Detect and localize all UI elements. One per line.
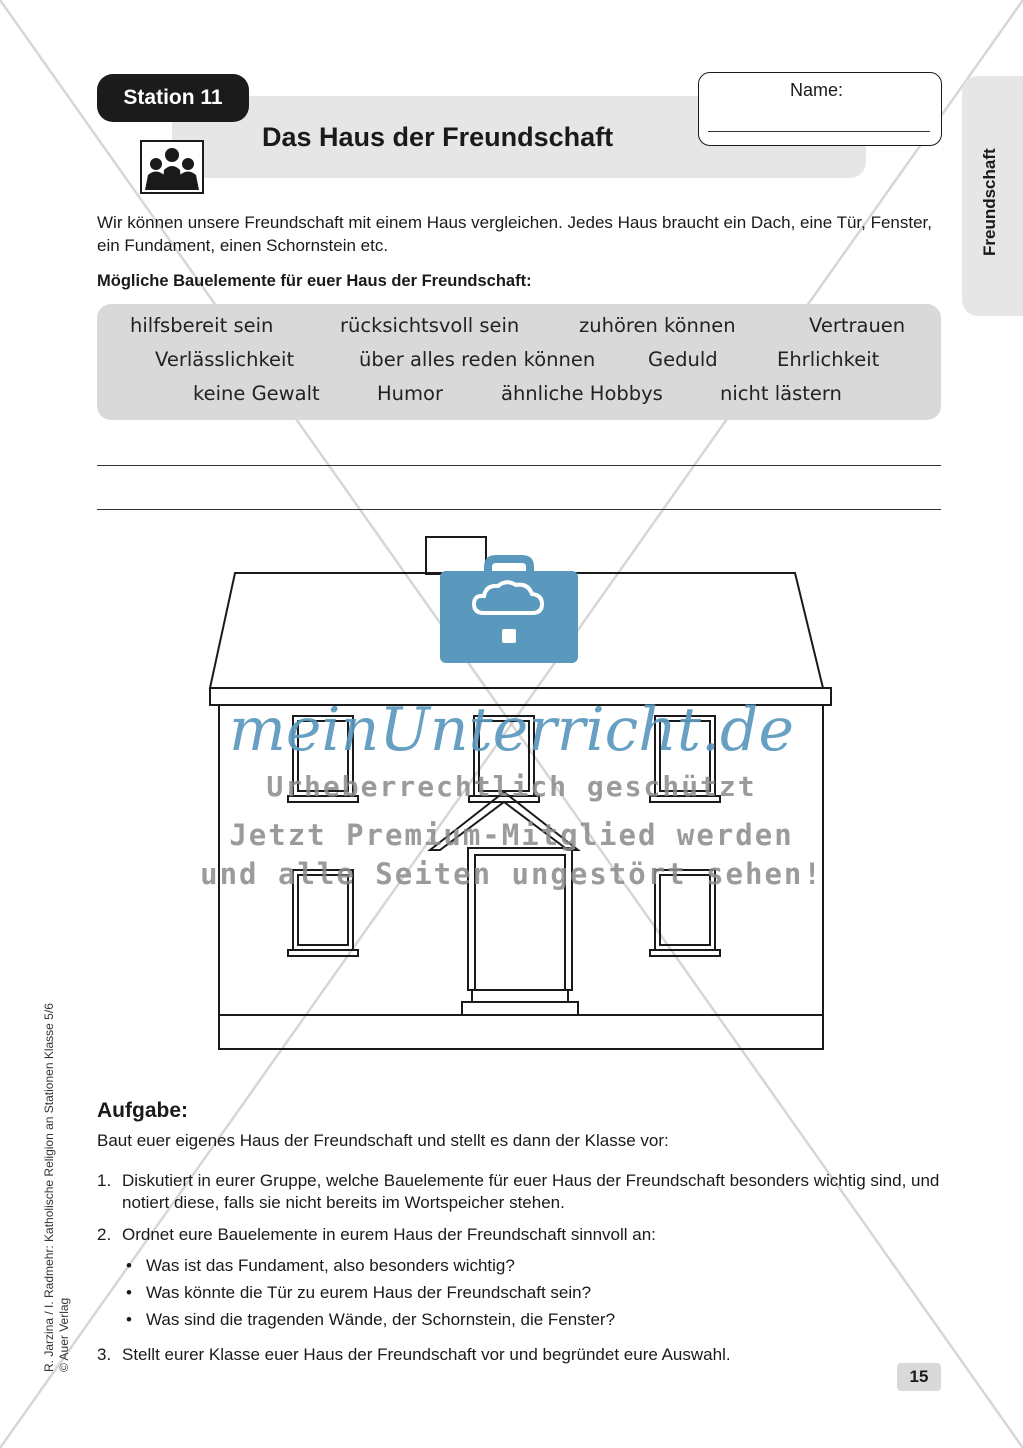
task-step	[97, 1224, 942, 1246]
bullet-text: Was sind die tragenden Wände, der Schornstein, die Fenster?	[146, 1310, 616, 1329]
step-text: Ordnet eure Bauelemente in eurem Haus der Freundschaft sinnvoll an:	[122, 1225, 656, 1244]
bullet-item	[128, 1310, 615, 1330]
word-bank	[97, 304, 941, 420]
word-item: über alles reden können	[359, 348, 596, 371]
bullet-item	[128, 1283, 591, 1303]
step-text: Diskutiert in eurer Gruppe, welche Bauelemente für euer Haus der Freundschaft besonders wichtig sind, und notiert diese, falls sie nicht bereits im Wortspeicher stehen.	[122, 1171, 940, 1212]
word-bank-heading: Mögliche Bauelemente für euer Haus der Freundschaft:	[97, 272, 532, 290]
intro-text: Wir können unsere Freundschaft mit einem Haus vergleichen. Jedes Haus braucht ein Dach, eine Tür, Fenster, ein Fundament, einen Schornstein etc.	[97, 213, 933, 255]
task-step	[97, 1344, 942, 1366]
briefcase-icon	[440, 553, 578, 665]
task-step	[97, 1170, 942, 1214]
page-title: Das Haus der Freundschaft	[262, 122, 614, 152]
credit-line: R. Jarzina / I. Radmehr: Katholische Religion an Stationen Klasse 5/6	[42, 1003, 56, 1372]
bullet-dot: •	[126, 1283, 132, 1302]
credit-line: © Auer Verlag	[57, 1297, 71, 1372]
station-badge: Station 11	[97, 74, 249, 122]
word-item: Humor	[377, 382, 443, 405]
word-item: rücksichtsvoll sein	[340, 314, 520, 337]
watermark-line: und alle Seiten ungestört sehen!	[200, 857, 823, 891]
word-item: zuhören können	[579, 314, 736, 337]
writing-line[interactable]	[97, 509, 941, 510]
bullet-dot: •	[126, 1256, 132, 1275]
page-number: 15	[897, 1363, 941, 1391]
bullet-item	[128, 1256, 515, 1276]
step-number: 3.	[97, 1345, 112, 1364]
word-item: hilfsbereit sein	[130, 314, 274, 337]
step-number: 2.	[97, 1225, 112, 1244]
side-tab-label: Freundschaft	[980, 148, 999, 256]
bullet-text: Was ist das Fundament, also besonders wichtig?	[146, 1256, 515, 1275]
word-item: Verlässlichkeit	[155, 348, 295, 371]
bullet-text: Was könnte die Tür zu eurem Haus der Freundschaft sein?	[146, 1283, 592, 1302]
name-line	[708, 131, 930, 132]
bullet-dot: •	[126, 1310, 132, 1329]
writing-line[interactable]	[97, 465, 941, 466]
credit-text	[42, 1003, 72, 1372]
watermark-brand: meinUnterricht.de	[229, 695, 794, 765]
task-intro: Baut euer eigenes Haus der Freundschaft und stellt es dann der Klasse vor:	[97, 1131, 669, 1150]
name-label: Name:	[790, 80, 844, 100]
watermark-line: Jetzt Premium-Mitglied werden	[229, 818, 794, 852]
step-number: 1.	[97, 1171, 112, 1190]
step-text: Stellt eurer Klasse euer Haus der Freundschaft vor und begründet eure Auswahl.	[122, 1345, 731, 1364]
watermark-line: Urheberrechtlich geschützt	[266, 770, 757, 803]
group-work-icon	[140, 140, 204, 194]
word-item: Geduld	[648, 348, 718, 371]
word-item: ähnliche Hobbys	[501, 382, 663, 405]
task-heading: Aufgabe:	[97, 1099, 188, 1122]
word-item: nicht lästern	[720, 382, 842, 405]
word-item: Vertrauen	[809, 314, 906, 337]
word-item: Ehrlichkeit	[777, 348, 880, 371]
word-item: keine Gewalt	[193, 382, 320, 405]
